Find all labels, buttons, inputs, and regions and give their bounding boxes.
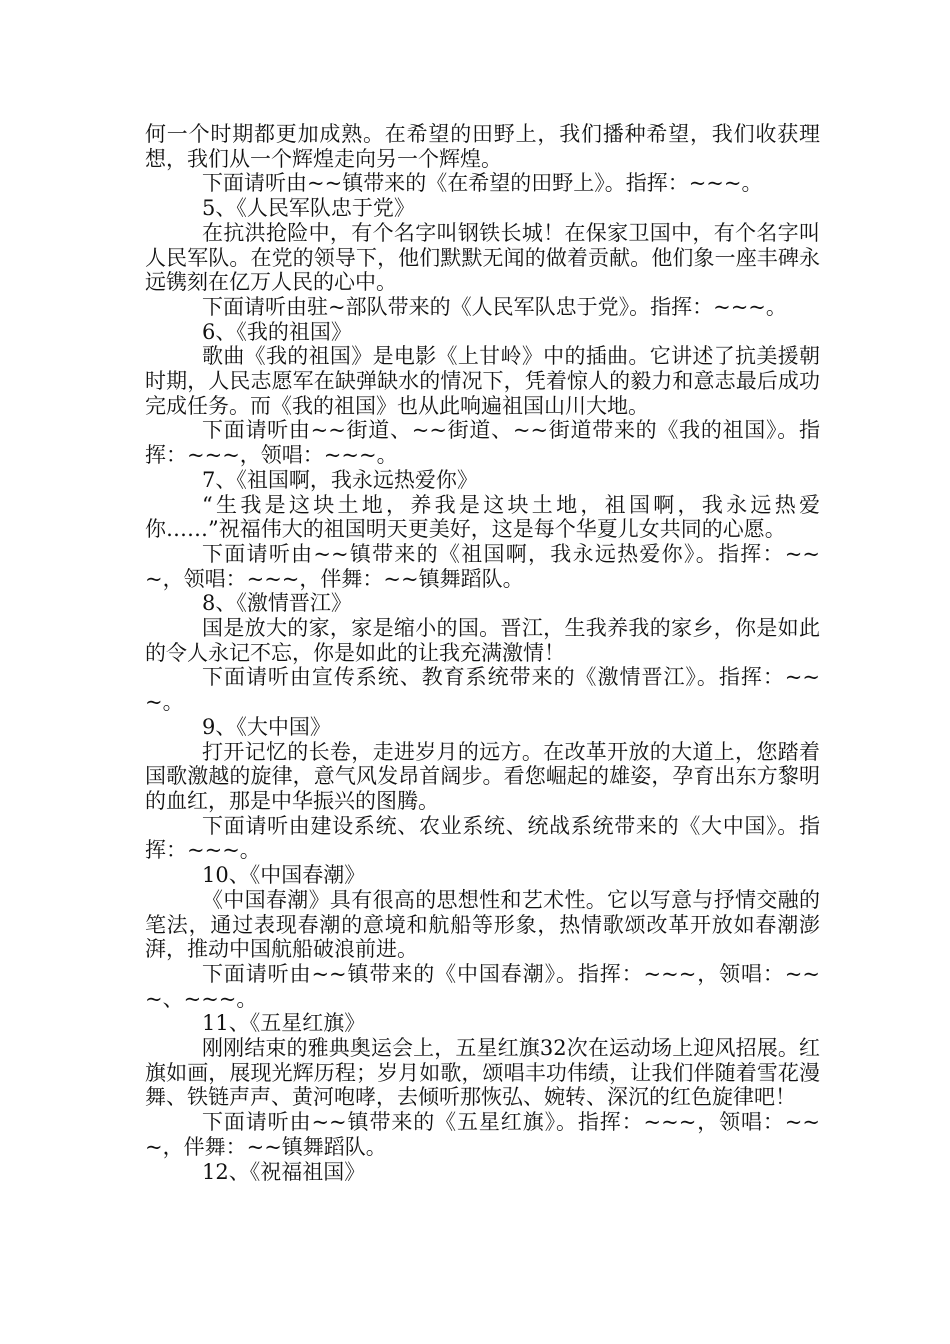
paragraph-description-7: “生我是这块土地，养我是这块土地，祖国啊，我永远热爱你……”祝福伟大的祖国明天更美好，这是每个华夏儿女共同的心愿。 <box>145 492 820 542</box>
paragraph-announcement-9: 下面请听由建设系统、农业系统、统战系统带来的《大中国》。指挥：~~~。 <box>145 813 820 863</box>
paragraph-description-10: 《中国春潮》具有很高的思想性和艺术性。它以写意与抒情交融的笔法，通过表现春潮的意境和航船等形象，热情歌颂改革开放如春潮澎湃，推动中国航船破浪前进。 <box>145 887 820 962</box>
paragraph-announcement-10: 下面请听由~~镇带来的《中国春潮》。指挥：~~~，领唱：~~~、~~~。 <box>145 961 820 1011</box>
song-heading-12: 12、《祝福祖国》 <box>202 1159 366 1184</box>
paragraph-announcement-11: 下面请听由~~镇带来的《五星红旗》。指挥：~~~，领唱：~~~，伴舞：~~镇舞蹈队。 <box>145 1110 820 1159</box>
paragraph-announcement-8: 下面请听由宣传系统、教育系统带来的《激情晋江》。指挥：~~~。 <box>145 665 820 715</box>
paragraph-description-5: 在抗洪抢险中，有个名字叫钢铁长城！在保家卫国中，有个名字叫人民军队。在党的领导下，他们默默无闻的做着贡献。他们象一座丰碑永远镌刻在亿万人民的心中。 <box>145 220 820 295</box>
paragraph-description-6: 歌曲《我的祖国》是电影《上甘岭》中的插曲。它讲述了抗美援朝时期，人民志愿军在缺弹缺水的情况下，凭着惊人的毅力和意志最后成功完成任务。而《我的祖国》也从此响遍祖国山川大地。 <box>145 344 820 418</box>
paragraph-intro-continuation: 何一个时期都更加成熟。在希望的田野上，我们播种希望，我们收获理想，我们从一个辉煌走向另一个辉煌。 <box>145 122 820 171</box>
paragraph-description-8: 国是放大的家，家是缩小的国。晋江，生我养我的家乡，你是如此的令人永记不忘，你是如此的让我充满激情！ <box>145 616 820 665</box>
paragraph-description-11: 刚刚结束的雅典奥运会上，五星红旗32次在运动场上迎风招展。红旗如画，展现光辉历程；岁月如歌，颂唱丰功伟绩，让我们伴随着雪花漫舞、铁链声声、黄河咆哮，去倾听那恢弘、婉转、深沉的红色旋律吧！ <box>145 1036 820 1110</box>
song-heading-10: 10、《中国春潮》 <box>202 863 366 888</box>
song-heading-6: 6、《我的祖国》 <box>202 319 352 344</box>
paragraph-announcement-5: 下面请听由驻~部队带来的《人民军队忠于党》。指挥：~~~。 <box>202 294 787 319</box>
song-heading-9: 9、《大中国》 <box>202 714 331 739</box>
paragraph-announcement-4: 下面请听由~~镇带来的《在希望的田野上》。指挥：~~~。 <box>202 171 763 196</box>
paragraph-announcement-7: 下面请听由~~镇带来的《祖国啊，我永远热爱你》。指挥：~~~，领唱：~~~，伴舞：~~镇舞蹈队。 <box>145 541 820 591</box>
song-heading-8: 8、《激情晋江》 <box>202 591 352 616</box>
paragraph-description-9: 打开记忆的长卷，走进岁月的远方。在改革开放的大道上，您踏着国歌激越的旋律，意气风发昂首阔步。看您崛起的雄姿，孕育出东方黎明的血红，那是中华振兴的图腾。 <box>145 739 820 813</box>
paragraph-announcement-6: 下面请听由~~街道、~~街道、~~街道带来的《我的祖国》。指挥：~~~，领唱：~~~。 <box>145 418 820 468</box>
song-heading-11: 11、《五星红旗》 <box>202 1011 366 1036</box>
document-body <box>145 122 820 1184</box>
song-heading-5: 5、《人民军队忠于党》 <box>202 196 415 221</box>
song-heading-7: 7、《祖国啊，我永远热爱你》 <box>202 467 478 492</box>
